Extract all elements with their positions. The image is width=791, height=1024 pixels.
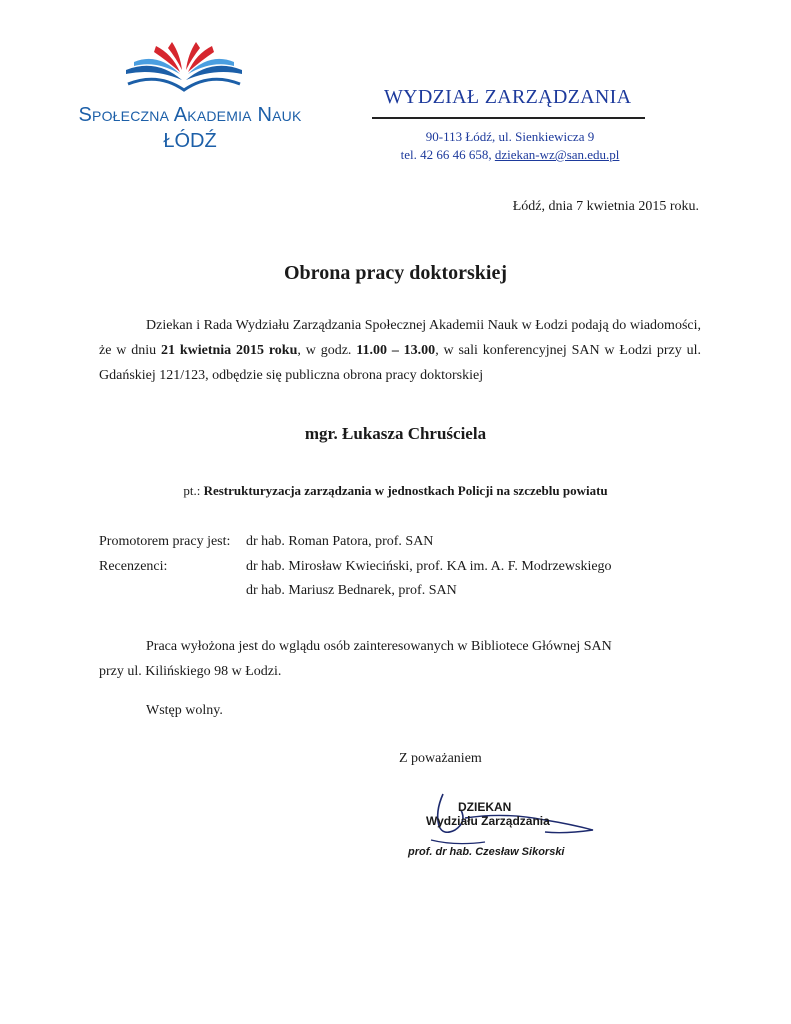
- phone-text: tel. 42 66 46 658,: [400, 147, 495, 162]
- intro-text: Dziekan i Rada Wydziału Zarządzania Społecznej Akademii Nauk w Łodzi podają do wiadomości, że w dniu: [99, 318, 701, 358]
- reviewer-name: dr hab. Mirosław Kwieciński, prof. KA im. A. F. Modrzewskiego: [246, 559, 612, 574]
- intro-text: , w sali konferencyjnej SAN w Łodzi przy ul. Gdańskiej 121/123, odbędzie się publiczna obrona pracy doktorskiej: [99, 343, 701, 383]
- document-date: Łódź, dnia 7 kwietnia 2015 roku.: [512, 199, 699, 214]
- university-logo-book-icon: [122, 40, 246, 92]
- library-text: Praca wyłożona jest do wglądu osób zainteresowanych w Bibliotece Głównej SAN: [146, 639, 612, 654]
- stamp-faculty: Wydziału Zarządzania: [426, 814, 550, 828]
- defense-date: 21 kwietnia 2015 roku: [160, 343, 298, 358]
- contact-line: [340, 147, 680, 163]
- promotor-name: dr hab. Roman Patora, prof. SAN: [246, 534, 434, 549]
- thesis-prefix: pt.:: [183, 483, 204, 498]
- announcement-paragraph: [99, 313, 701, 388]
- email-link[interactable]: dziekan-wz@san.edu.pl: [494, 147, 620, 162]
- faculty-heading: WYDZIAŁ ZARZĄDZANIA: [384, 86, 632, 108]
- admission-note: Wstęp wolny.: [146, 703, 223, 718]
- reviewer-name: dr hab. Mariusz Bednarek, prof. SAN: [246, 583, 457, 598]
- intro-text: , w godz.: [297, 343, 357, 358]
- stamp-signatory: prof. dr hab. Czesław Sikorski: [408, 846, 565, 858]
- university-city: ŁÓDŹ: [163, 130, 217, 152]
- university-name: Społeczna Akademia Nauk: [78, 104, 302, 126]
- candidate-name: mgr. Łukasza Chruściela: [304, 424, 487, 443]
- thesis-title: Restrukturyzacja zarządzania w jednostkach Policji na szczeblu powiatu: [203, 483, 608, 498]
- reviewers-label: Recenzenci:: [99, 559, 168, 574]
- stamp-title: DZIEKAN: [458, 800, 512, 814]
- promotor-label: Promotorem pracy jest:: [99, 534, 231, 549]
- library-paragraph: [99, 634, 701, 684]
- library-text: przy ul. Kilińskiego 98 w Łodzi.: [99, 664, 282, 679]
- closing-regards: Z poważaniem: [399, 751, 482, 766]
- thesis-title-line: [0, 483, 791, 499]
- header-divider: [372, 117, 645, 119]
- document-title: Obrona pracy doktorskiej: [284, 262, 507, 284]
- defense-time: 11.00 – 13.00: [356, 343, 436, 358]
- address-line: 90-113 Łódź, ul. Sienkiewicza 9: [425, 129, 595, 144]
